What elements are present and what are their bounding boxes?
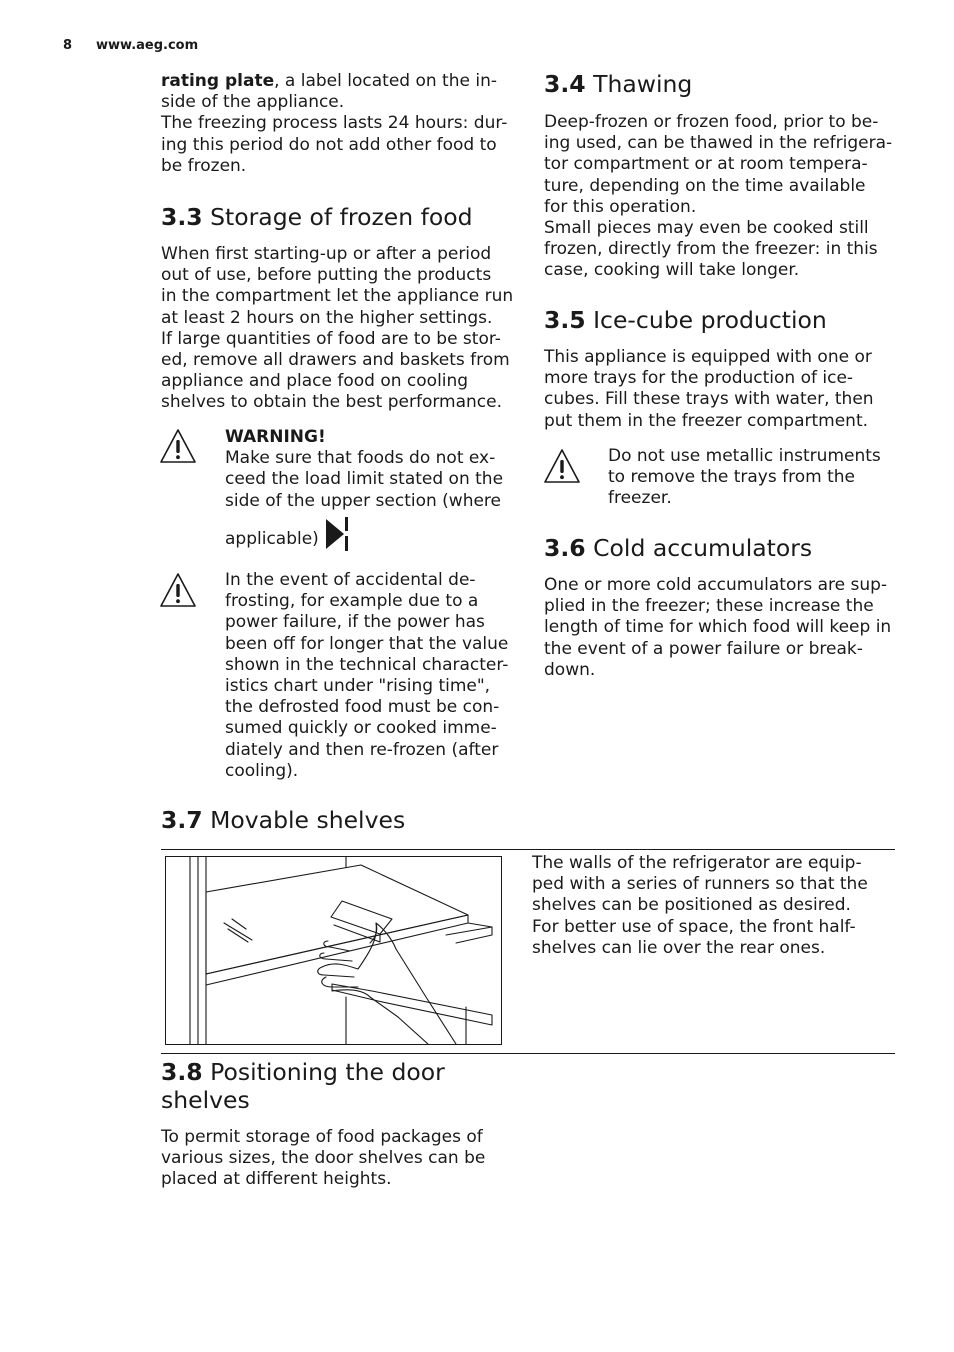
warning-line: power failure, if the power has <box>225 612 485 633</box>
warning-triangle-icon <box>159 428 197 464</box>
body-line: at least 2 hours on the higher settings. <box>161 307 493 328</box>
section-3-8-body <box>161 1127 516 1191</box>
warning-line: In the event of accidental de- <box>225 570 476 590</box>
section-3-4-heading <box>544 70 692 98</box>
section-number: 3.8 <box>161 1058 203 1086</box>
note-line: to remove the trays from the <box>608 467 855 488</box>
warning-line: applicable) <box>225 529 319 549</box>
warning-line: cooling). <box>225 760 299 781</box>
warning-triangle-icon <box>543 448 581 484</box>
body-line: plied in the freezer; these increase the <box>544 596 874 617</box>
warning-line: ceed the load limit stated on the <box>225 469 504 490</box>
body-line: This appliance is equipped with one or <box>544 347 872 367</box>
intro-paragraph <box>161 71 513 177</box>
warning-load-limit <box>225 427 515 512</box>
intro-line: ing this period do not add other food to <box>161 134 497 155</box>
section-3-5-body <box>544 347 899 432</box>
section-number: 3.5 <box>544 306 586 334</box>
section-title: Positioning the door <box>210 1058 445 1086</box>
section-3-4-body <box>544 112 899 282</box>
body-line: If large quantities of food are to be stor- <box>161 328 501 349</box>
warning-line: side of the upper section (where <box>225 490 502 511</box>
warning-line: the defrosted food must be con- <box>225 697 500 718</box>
section-number: 3.7 <box>161 806 203 834</box>
body-line: put them in the freezer compartment. <box>544 410 869 431</box>
body-line: shelves can be positioned as desired. <box>532 895 851 916</box>
section-3-8-heading <box>161 1058 445 1086</box>
body-line: down. <box>544 659 596 680</box>
section-title: Thawing <box>593 70 693 98</box>
warning-line: istics chart under "rising time", <box>225 676 491 697</box>
body-line: ped with a series of runners so that the <box>532 874 868 895</box>
section-3-7-heading <box>161 806 405 834</box>
body-line: Deep-frozen or frozen food, prior to be- <box>544 112 879 132</box>
body-line: various sizes, the door shelves can be <box>161 1148 486 1169</box>
section-title: shelves <box>161 1086 250 1114</box>
section-3-6-heading <box>544 534 812 562</box>
rating-plate-term: rating plate <box>161 71 275 91</box>
intro-line: The freezing process lasts 24 hours: dur- <box>161 113 508 134</box>
warning-line: diately and then re-frozen (after <box>225 739 499 760</box>
body-line: To permit storage of food packages of <box>161 1127 483 1147</box>
section-3-7-body <box>532 853 892 959</box>
load-limit-symbol-icon <box>324 515 352 553</box>
section-3-6-body <box>544 575 904 681</box>
body-line: out of use, before putting the products <box>161 265 492 286</box>
body-line: For better use of space, the front half- <box>532 916 856 937</box>
body-line: One or more cold accumulators are sup- <box>544 575 888 595</box>
warning-defrosting <box>225 570 515 782</box>
body-line: for this operation. <box>544 196 697 217</box>
website-url[interactable]: www.aeg.com <box>96 38 199 53</box>
warning-title: WARNING! <box>225 427 326 447</box>
section-title: Cold accumulators <box>593 534 813 562</box>
note-line: Do not use metallic instruments <box>608 446 881 466</box>
section-3-8-heading-cont <box>161 1086 250 1114</box>
warning-triangle-icon <box>159 572 197 608</box>
shelf-drawing <box>166 857 501 1044</box>
body-line: shelves to obtain the best performance. <box>161 392 502 413</box>
body-line: shelves can lie over the rear ones. <box>532 937 826 958</box>
body-line: case, cooking will take longer. <box>544 260 800 281</box>
intro-line1-rest: , a label located on the in- <box>274 71 497 91</box>
section-title: Movable shelves <box>210 806 406 834</box>
section-rule-top <box>161 849 895 850</box>
body-line: length of time for which food will keep in <box>544 617 892 638</box>
note-line: freezer. <box>608 488 672 509</box>
body-line: The walls of the refrigerator are equip- <box>532 853 862 873</box>
intro-line: be frozen. <box>161 155 247 176</box>
body-line: When first starting-up or after a period <box>161 244 492 264</box>
section-3-5-heading <box>544 306 827 334</box>
warning-line: Make sure that foods do not ex- <box>225 448 496 469</box>
section-number: 3.3 <box>161 203 203 231</box>
warning-line: frosting, for example due to a <box>225 591 479 612</box>
body-line: Small pieces may even be cooked still <box>544 218 869 239</box>
body-line: ed, remove all drawers and baskets from <box>161 350 510 371</box>
warning-line: been off for longer that the value <box>225 633 509 654</box>
section-number: 3.6 <box>544 534 586 562</box>
body-line: ing used, can be thawed in the refrigera- <box>544 133 893 154</box>
body-line: tor compartment or at room tempera- <box>544 154 868 175</box>
note-metallic-instruments <box>608 446 898 510</box>
section-title: Ice-cube production <box>593 306 827 334</box>
body-line: more trays for the production of ice- <box>544 368 854 389</box>
body-line: appliance and place food on cooling <box>161 371 469 392</box>
section-title: Storage of frozen food <box>210 203 473 231</box>
section-rule-bottom <box>161 1053 895 1054</box>
body-line: the event of a power failure or break- <box>544 638 863 659</box>
movable-shelf-illustration <box>165 856 502 1045</box>
warning-line: shown in the technical character- <box>225 654 509 675</box>
section-number: 3.4 <box>544 70 586 98</box>
intro-line: side of the appliance. <box>161 92 345 113</box>
section-3-3-heading <box>161 203 473 231</box>
body-line: frozen, directly from the freezer: in this <box>544 239 878 260</box>
page-number: 8 <box>63 38 73 53</box>
body-line: cubes. Fill these trays with water, then <box>544 389 874 410</box>
body-line: ture, depending on the time available <box>544 175 866 196</box>
warning-last-line <box>225 529 319 550</box>
body-line: in the compartment let the appliance run <box>161 286 514 307</box>
body-line: placed at different heights. <box>161 1169 392 1190</box>
section-3-3-body <box>161 244 516 414</box>
warning-line: sumed quickly or cooked imme- <box>225 718 497 739</box>
